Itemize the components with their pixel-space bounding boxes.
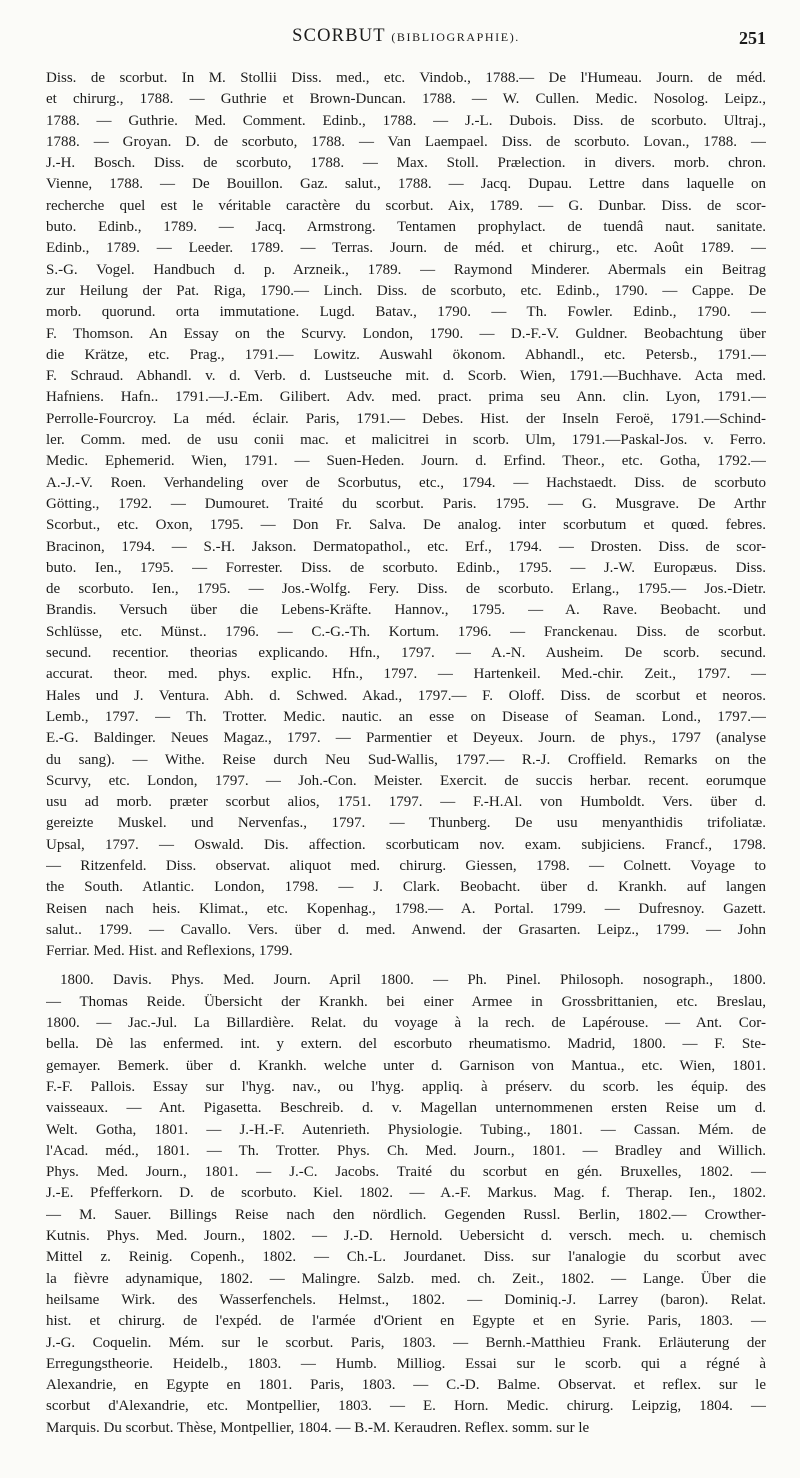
text-line: J.-E. Pfefferkorn. D. de scorbuto. Kiel. 1802. — A.-F. Markus. Mag. f. Therap. Ien., 1802.	[46, 1185, 766, 1202]
text-line: buto. Edinb., 1789. — Jacq. Armstrong. Tentamen prophylact. de tuendâ naut. sanitate.	[46, 219, 766, 236]
text-line: J.-G. Coquelin. Mém. sur le scorbut. Paris, 1803. — Bernh.-Matthieu Frank. Erläuterung der	[46, 1334, 766, 1351]
text-line: gemayer. Bemerk. über d. Krankh. welche unter d. Garnison von Mantua., etc. Wien, 1801.	[46, 1057, 766, 1074]
text-line: J.-H. Bosch. Diss. de scorbuto, 1788. — Max. Stoll. Prælection. in divers. morb. chron.	[46, 155, 766, 172]
text-line: ler. Comm. med. de usu conii mac. et malicitrei in scorb. Ulm, 1791.—Paskal-Jos. v. Ferro.	[46, 432, 766, 449]
text-line: Perrolle-Fourcroy. La méd. éclair. Paris, 1791.— Debes. Hist. der Inseln Feroë, 1791.—Schind-	[46, 410, 766, 427]
text-line: Alexandrie, en Egypte en 1801. Paris, 1803. — C.-D. Balme. Observat. et reflex. sur le	[46, 1377, 766, 1394]
text-line: — Ritzenfeld. Diss. observat. aliquot med. chirurg. Giessen, 1798. — Colnett. Voyage to	[46, 857, 766, 874]
running-title-subtitle: (BIBLIOGRAPHIE).	[391, 30, 520, 44]
text-line: heilsame Wirk. des Wasserfenchels. Helmst., 1802. — Dominiq.-J. Larrey (baron). Relat.	[46, 1291, 766, 1308]
text-line: E.-G. Baldinger. Neues Magaz., 1797. — Parmentier et Deyeux. Journ. de phys., 1797 (analyse	[46, 730, 766, 747]
page-number: 251	[739, 28, 766, 48]
text-line: Brandis. Versuch über die Lebens-Kräfte. Hannov., 1795. — A. Rave. Beobacht. und	[46, 602, 766, 619]
bibliography-paragraph-1788-1799	[46, 68, 766, 962]
text-line: the South. Atlantic. London, 1798. — J. Clark. Beobacht. über d. Krankh. auf langen	[46, 879, 766, 896]
text-line: Mittel z. Reinig. Copenh., 1802. — Ch.-L. Jourdanet. Diss. sur l'analogie du scorbut avec	[46, 1249, 766, 1266]
text-line: Upsal, 1797. — Oswald. Dis. affection. scorbuticam nov. exam. subjiciens. Francf., 1798.	[46, 836, 766, 853]
text-line: Hafniens. Hafn.. 1791.—J.-Em. Gilibert. Adv. med. pract. prima seu Ann. clin. Lyon, 1791.—	[46, 389, 766, 406]
text-line: S.-G. Vogel. Handbuch d. p. Arzneik., 1789. — Raymond Minderer. Abermals ein Beitrag	[46, 261, 766, 278]
running-title-main: SCORBUT	[292, 26, 386, 46]
text-line: salut.. 1799. — Cavallo. Vers. über d. med. Anwend. der Grasarten. Leipz., 1799. — John	[46, 921, 766, 938]
text-line: Kutnis. Phys. Med. Journ., 1802. — J.-D. Hernold. Uebersicht d. versch. mech. u. chemisch	[46, 1228, 766, 1245]
text-line: F.-F. Pallois. Essay sur l'hyg. nav., ou l'hyg. appliq. à préserv. du scorb. les équip. des	[46, 1078, 766, 1095]
text-line: Bracinon, 1794. — S.-H. Jakson. Dermatopathol., etc. Erf., 1794. — Drosten. Diss. de scor-	[46, 538, 766, 555]
text-line: F. Schraud. Abhandl. v. d. Verb. d. Lustseuche mit. d. Scorb. Wien, 1791.—Buchhave. Acta med.	[46, 368, 766, 385]
text-line: l'Acad. méd., 1801. — Th. Trotter. Phys. Ch. Med. Journ., 1801. — Bradley and Willich.	[46, 1142, 766, 1159]
text-line: 1788. — Guthrie. Med. Comment. Edinb., 1788. — J.-L. Dubois. Diss. de scorbuto. Ultraj.,	[46, 112, 766, 129]
text-line: accurat. theor. med. phys. explic. Hfn., 1797. — Hartenkeil. Med.-chir. Zeit., 1797. —	[46, 666, 766, 683]
text-line: Hales und J. Ventura. Abh. d. Schwed. Akad., 1797.— F. Oloff. Diss. de scorbut et neoros.	[46, 687, 766, 704]
text-line: Götting., 1792. — Dumouret. Traité du scorbut. Paris. 1795. — G. Musgrave. De Arthr	[46, 495, 766, 512]
text-line: 1788. — Groyan. D. de scorbuto, 1788. — Van Laempael. Diss. de scorbuto. Lovan., 1788. —	[46, 133, 766, 150]
text-line: 1800. Davis. Phys. Med. Journ. April 1800. — Ph. Pinel. Philosoph. nosograph., 1800.	[60, 972, 766, 989]
text-line: Schlüsse, etc. Münst.. 1796. — C.-G.-Th. Kortum. 1796. — Franckenau. Diss. de scorbut.	[46, 623, 766, 640]
text-line: Diss. de scorbut. In M. Stollii Diss. med., etc. Vindob., 1788.— De l'Humeau. Journ. de méd.	[46, 70, 766, 86]
text-line: zur Heilung der Pat. Riga, 1790.— Linch. Diss. de scorbuto, etc. Edinb., 1790. — Cappe. De	[46, 282, 766, 299]
text-line: A.-J.-V. Roen. Verhandeling over de Scorbutus, etc., 1794. — Hachstaedt. Diss. de scorbuto	[46, 474, 766, 491]
text-line: F. Thomson. An Essay on the Scurvy. London, 1790. — D.-F.-V. Guldner. Beobachtung über	[46, 325, 766, 342]
text-line: scorbut d'Alexandrie, etc. Montpellier, 1803. — E. Horn. Medic. chirurg. Leipzig, 1804. —	[46, 1398, 766, 1415]
text-line: gereizte Muskel. und Nervenfas., 1797. — Thunberg. De usu menyanthidis trifoliatæ.	[46, 815, 766, 832]
text-line: Erregungstheorie. Heidelb., 1803. — Humb. Milliog. Essai sur le scorb. qui a régné à	[46, 1355, 766, 1372]
text-line: 1800. — Jac.-Jul. La Billardière. Relat. du voyage à la rech. de Lapérouse. — Ant. Cor-	[46, 1015, 766, 1032]
text-line: die Krätze, etc. Prag., 1791.— Lowitz. Auswahl ökonom. Abhandl., etc. Petersb., 1791.—	[46, 346, 766, 363]
text-line: Marquis. Du scorbut. Thèse, Montpellier, 1804. — B.-M. Keraudren. Reflex. somm. sur le	[46, 1419, 590, 1436]
text-line: — M. Sauer. Billings Reise nach den nördlich. Gegenden Russl. Berlin, 1802.— Crowther-	[46, 1206, 766, 1223]
text-line: Welt. Gotha, 1801. — J.-H.-F. Autenrieth. Physiologie. Tubing., 1801. — Cassan. Mém. de	[46, 1121, 766, 1138]
text-line: morb. quorund. orta immutatione. Lugd. Batav., 1790. — Th. Fowler. Edinb., 1790. —	[46, 304, 766, 321]
text-line: Scorbut., etc. Oxon, 1795. — Don Fr. Salva. De analog. inter scorbutum et quœd. febres.	[46, 517, 766, 534]
text-line: secund. recentior. theorias explicando. Hfn., 1797. — A.-N. Ausheim. De scorb. secund.	[46, 645, 766, 662]
text-line: bella. Dè las enfermed. int. y extern. del escorbuto rheumatismo. Madrid, 1800. — F. Ste-	[46, 1036, 766, 1053]
page-header	[46, 24, 766, 68]
text-line: de scorbuto. Ien., 1795. — Jos.-Wolfg. Fery. Diss. de scorbuto. Erlang., 1795.— Jos.-Dietr.	[46, 581, 766, 598]
text-line: vaisseaux. — Ant. Pigasetta. Beschreib. d. v. Magellan unternommenen ersten Reise um d.	[46, 1100, 766, 1117]
text-line: Ferriar. Med. Hist. and Reflexions, 1799.	[46, 943, 293, 960]
text-line: Medic. Ephemerid. Wien, 1791. — Suen-Heden. Journ. d. Erfind. Theor., etc. Gotha, 1792.—	[46, 453, 766, 470]
running-title	[46, 26, 766, 47]
text-line: et chirurg., 1788. — Guthrie et Brown-Duncan. 1788. — W. Cullen. Medic. Nosolog. Leipz.,	[46, 91, 766, 108]
text-line: Vienne, 1788. — De Bouillon. Gaz. salut., 1788. — Jacq. Dupau. Lettre dans laquelle on	[46, 176, 766, 193]
text-line: du sang). — Withe. Reise durch Neu Sud-Wallis, 1797.— R.-J. Croffield. Remarks on the	[46, 751, 766, 768]
bibliography-paragraph-1800-1804	[46, 970, 766, 1439]
text-line: Edinb., 1789. — Leeder. 1789. — Terras. Journ. de méd. et chirurg., etc. Août 1789. —	[46, 240, 766, 257]
text-line: — Thomas Reide. Übersicht der Krankh. bei einer Armee in Grossbrittanien, etc. Breslau,	[46, 993, 766, 1010]
text-line: Phys. Med. Journ., 1801. — J.-C. Jacobs. Traité du scorbut en gén. Bruxelles, 1802. —	[46, 1164, 766, 1181]
text-line: hist. et chirurg. de l'expéd. de l'armée d'Orient en Egypte et en Syrie. Paris, 1803. —	[46, 1313, 766, 1330]
text-line: buto. Ien., 1795. — Forrester. Diss. de scorbuto. Edinb., 1795. — J.-W. Europæus. Diss.	[46, 559, 766, 576]
text-line: usu ad morb. præter scorbut alios, 1751. 1797. — F.-H.Al. von Humboldt. Vers. über d.	[46, 794, 766, 811]
text-line: Lemb., 1797. — Th. Trotter. Medic. nautic. an esse on Disease of Seaman. Lond., 1797.—	[46, 708, 766, 725]
text-line: recherche quel est le véritable caractère du scorbut. Aix, 1789. — G. Dunbar. Diss. de scor-	[46, 197, 766, 214]
text-line: Scurvy, etc. London, 1797. — Joh.-Con. Meister. Exercit. de succis herbar. recent. eorumque	[46, 772, 766, 789]
text-line: la fièvre adynamique, 1802. — Malingre. Salzb. med. ch. Zeit., 1802. — Lange. Über die	[46, 1270, 766, 1287]
text-line: Reisen nach heis. Klimat., etc. Kopenhag., 1798.— A. Portal. 1799. — Dufresnoy. Gazett.	[46, 900, 766, 917]
